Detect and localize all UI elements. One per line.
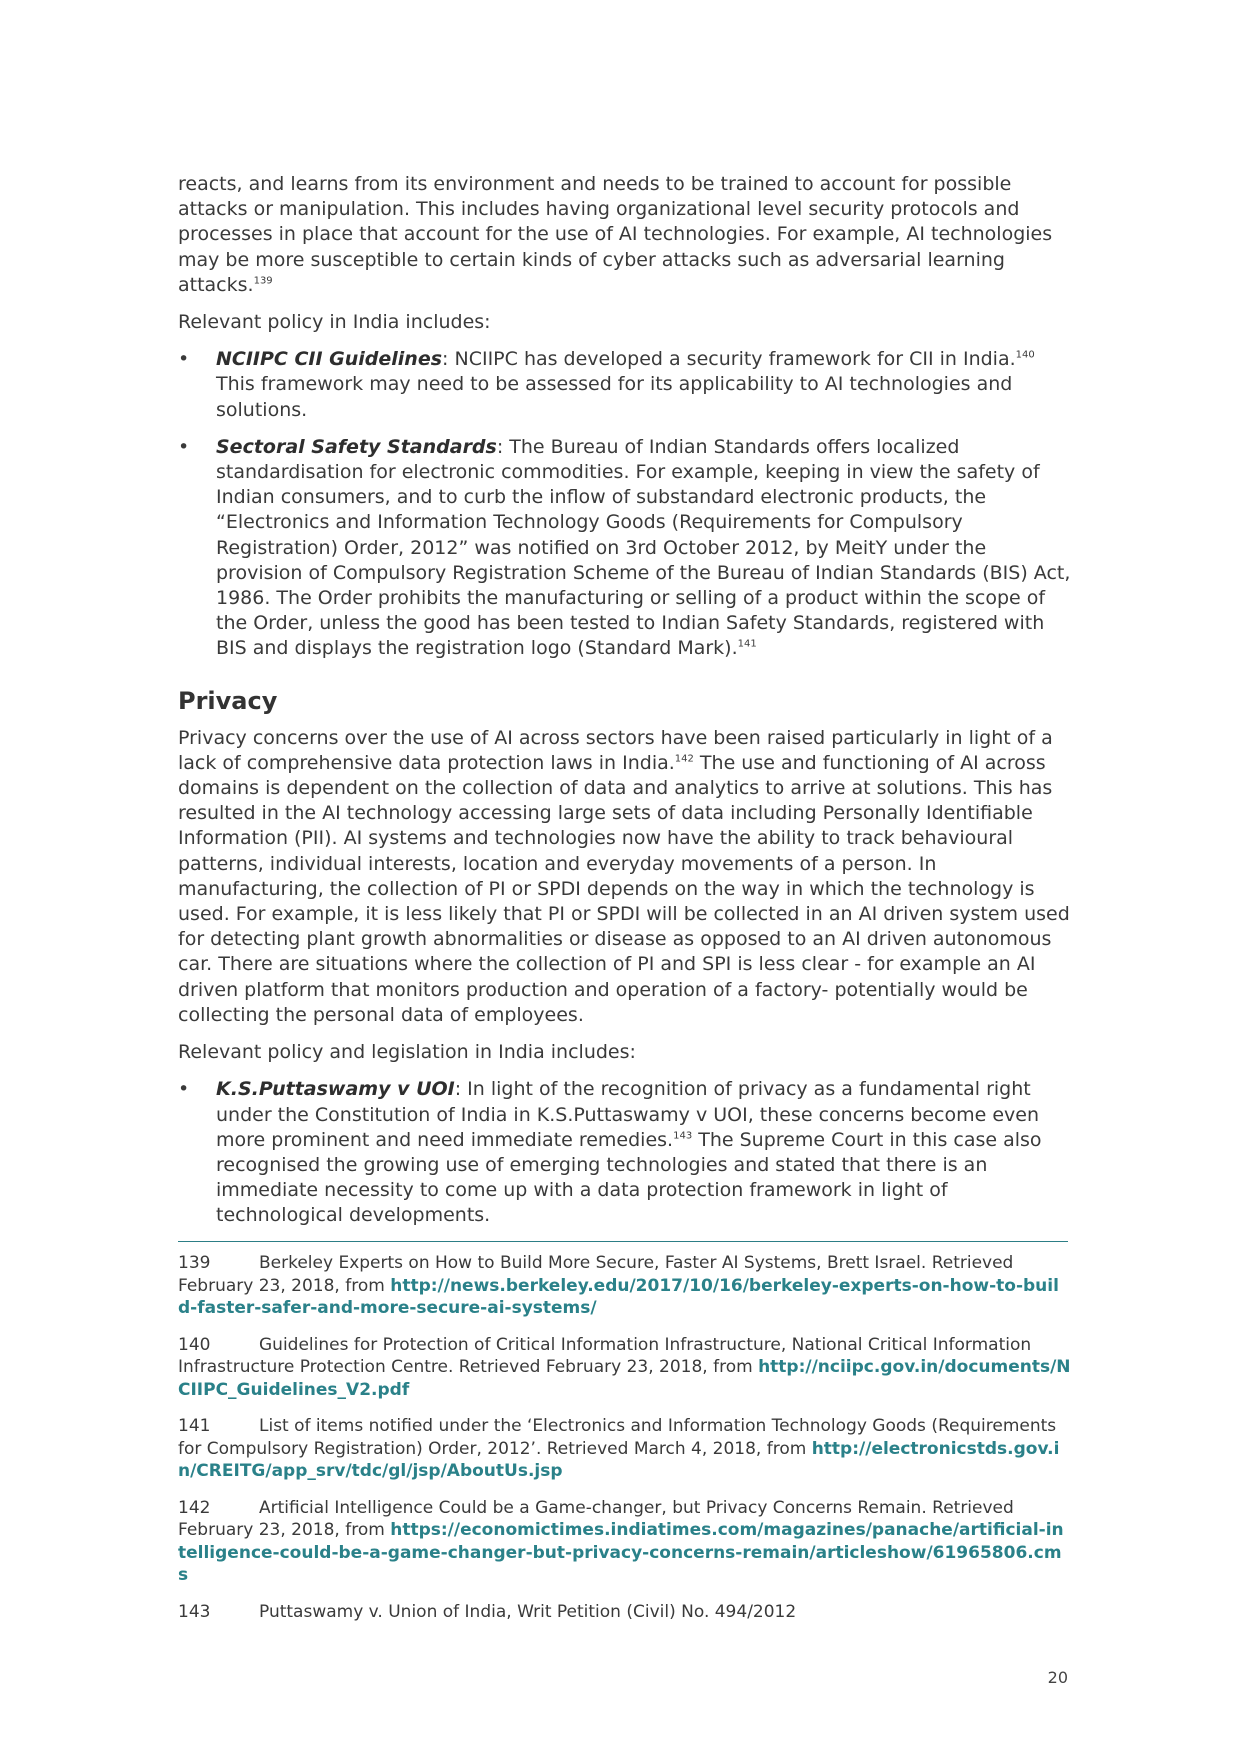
footnote-link[interactable]: http://electronicstds.gov.in/CREITG/app_srv/tdc/gl/jsp/AboutUs.jsp: [178, 1438, 1060, 1481]
footnote-number: 141: [178, 1416, 211, 1436]
footnote-140: 140 Guidelines for Protection of Critical Information Infrastructure, National Critical Information Infrastructure Protection Centre. Retrieved February 23, 2018, from http://nciipc.gov.in/documents/NCIIPC_Guidelines_V2.pdf: [178, 1334, 1071, 1400]
footnote-ref-140[interactable]: 140: [1015, 349, 1035, 361]
privacy-policy-intro: Relevant policy and legislation in India includes:: [178, 1041, 636, 1064]
bullet: •: [178, 1078, 190, 1101]
footnote-number: 139: [178, 1253, 211, 1273]
footnote-number: 142: [178, 1497, 211, 1518]
page-number: 20: [1047, 1668, 1068, 1687]
list-item: • K.S.Puttaswamy v UOI: In light of the recognition of privacy as a fundamental right under the Constitution of India in K.S.Puttaswamy v UOI, these concerns become even more prominent and need immediate remedies.$^{143}$ The Supreme Court in this case also recognised the growing use of emerging technologies and stated that there is an immediate necessity to come up with a data protection framework in light of technological developments.: [178, 1078, 1042, 1227]
footnote-ref-142[interactable]: 142: [674, 753, 694, 765]
privacy-policy-list: [178, 1077, 1071, 1228]
term-puttaswamy: K.S.Puttaswamy v UOI: [216, 1078, 455, 1101]
bullet: •: [178, 348, 190, 371]
footnote-ref-141[interactable]: 141: [737, 639, 757, 651]
footnote-139: 139 Berkeley Experts on How to Build More Secure, Faster AI Systems, Brett Israel. Retrieved February 23, 2018, from http://news.berkeley.edu/2017/10/16/berkeley-experts-on-how-to-build-faster-safer-and-more-secure-ai-systems/: [178, 1253, 1059, 1318]
footnote-number: 140: [178, 1334, 211, 1355]
intro-paragraph: reacts, and learns from its environment and needs to be trained to account for possible attacks or manipulation. This includes having organizational level security protocols and processes in place that account for the use of AI technologies. For example, AI technologies may be more susceptible to certain kinds of cyber attacks such as adversarial learning attacks.$^{139}$: [178, 173, 1053, 296]
footnote-link[interactable]: https://economictimes.indiatimes.com/magazines/panache/artificial-intelligence-could-be-a-game-changer-but-privacy-concerns-remain/articleshow/61965806.cms: [178, 1520, 1064, 1585]
bullet: •: [178, 435, 190, 458]
footnote-ref-139[interactable]: 139: [253, 275, 273, 287]
list-item: • NCIIPC CII Guidelines: NCIIPC has developed a security framework for CII in India.$^{140}$ This framework may need to be assessed for its applicability to AI technologies and solutions.: [178, 348, 1035, 421]
term-nciipc-guidelines: NCIIPC CII Guidelines: [216, 348, 443, 371]
footnote-142: 142 Artificial Intelligence Could be a Game-changer, but Privacy Concerns Remain. Retrieved February 23, 2018, from https://economictimes.indiatimes.com/magazines/panache/artificial-intelligence-could-be-a-game-changer-but-privacy-concerns-remain/articleshow/61965806.cms: [178, 1497, 1064, 1585]
term-sectoral-safety-standards: Sectoral Safety Standards: [216, 435, 497, 458]
footnotes: [178, 1252, 1071, 1637]
footnote-141: 141 List of items notified under the ‘Electronics and Information Technology Goods (Requirements for Compulsory Registration) Order, 2012’. Retrieved March 4, 2018, from http://electronicstds.gov.in/CREITG/app_srv/tdc/gl/jsp/AboutUs.jsp: [178, 1416, 1060, 1481]
footnote-143: 143 Puttaswamy v. Union of India, Writ Petition (Civil) No. 494/2012: [178, 1601, 797, 1622]
footnote-divider: [178, 1241, 1068, 1242]
list-item: • Sectoral Safety Standards: The Bureau of Indian Standards offers localized standardisation for electronic commodities. For example, keeping in view the safety of Indian consumers, and to curb the inflow of substandard electronic products, the “Electronics and Information Technology Goods (Requirements for Compulsory Registration) Order, 2012” was notified on 3rd October 2012, by MeitY under the provision of Compulsory Registration Scheme of the Bureau of Indian Standards (BIS) Act, 1986. The Order prohibits the manufacturing or selling of a product within the scope of the Order, unless the good has been tested to Indian Safety Standards, registered with BIS and displays the registration logo (Standard Mark).$^{141}$: [178, 435, 1071, 660]
footnote-link[interactable]: http://nciipc.gov.in/documents/NCIIPC_Guidelines_V2.pdf: [178, 1357, 1071, 1400]
main-content: [178, 172, 1071, 1241]
privacy-paragraph: Privacy concerns over the use of AI across sectors have been raised particularly in light of a lack of comprehensive data protection laws in India.$^{142}$ The use and functioning of AI across domains is dependent on the collection of data and analytics to arrive at solutions. This has resulted in the AI technology accessing large sets of data including Personally Identifiable Information (PII). AI systems and technologies now have the ability to track behavioural patterns, individual interests, location and everyday movements of a person. In manufacturing, the collection of PI or SPDI depends on the way in which the technology is used. For example, it is less likely that PI or SPDI will be collected in an AI driven system used for detecting plant growth abnormalities or disease as opposed to an AI driven autonomous car. There are situations where the collection of PI and SPI is less clear - for example an AI driven platform that monitors production and operation of a factory- potentially would be collecting the personal data of employees.: [178, 726, 1070, 1026]
footnote-number: 143: [178, 1601, 211, 1622]
security-policy-intro: Relevant policy in India includes:: [178, 311, 491, 334]
footnote-link[interactable]: http://news.berkeley.edu/2017/10/16/berkeley-experts-on-how-to-build-faster-safer-and-more-secure-ai-systems/: [178, 1275, 1059, 1318]
section-heading-privacy: Privacy: [178, 686, 278, 715]
footnote-ref-143[interactable]: 143: [673, 1130, 693, 1142]
security-policy-list: [178, 347, 1071, 661]
